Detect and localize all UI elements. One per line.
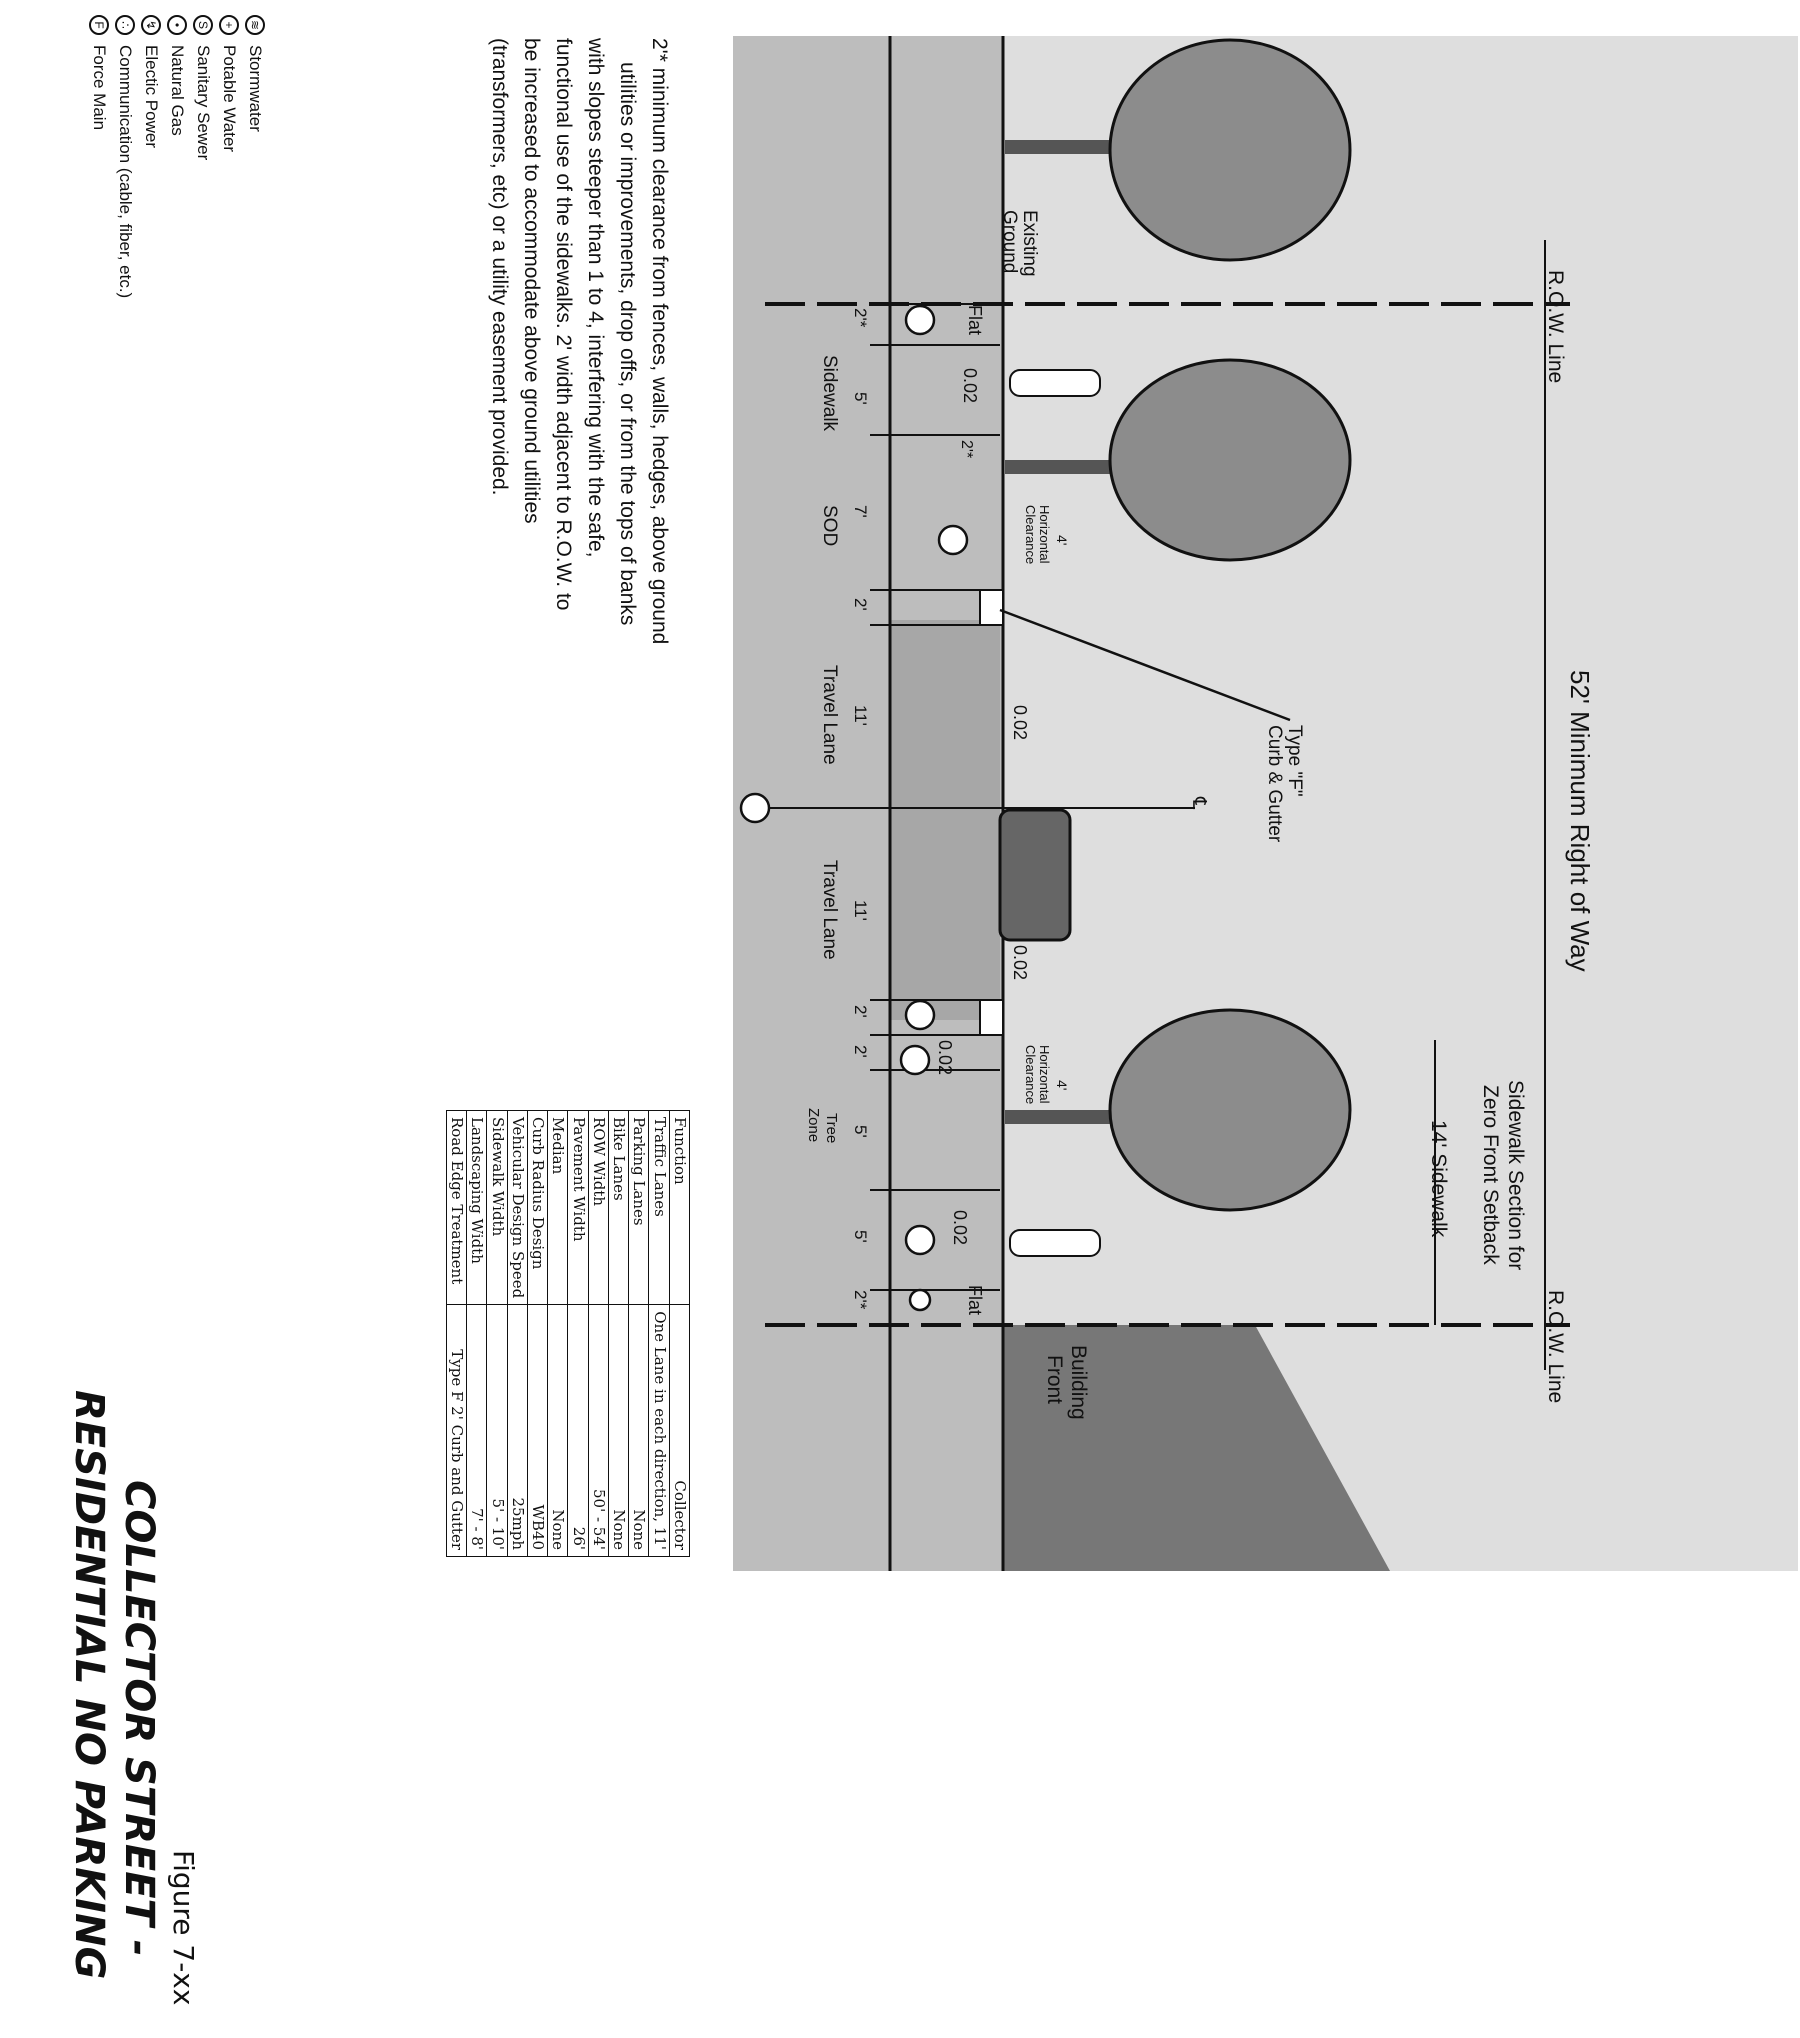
- flat-right-label: Flat: [965, 1285, 985, 1316]
- spec-table-row: [507, 1111, 527, 1557]
- spec-value: None: [609, 1305, 629, 1557]
- spec-table-row: [487, 1111, 507, 1557]
- legend-label: Natural Gas: [168, 45, 187, 136]
- electric-power-icon: [906, 1226, 934, 1254]
- label-sod: SOD: [819, 505, 840, 547]
- car: [1000, 810, 1070, 940]
- legend-item: [193, 15, 213, 298]
- force-main-icon: [901, 1046, 929, 1074]
- spec-label: Road Edge Treatment: [447, 1111, 467, 1305]
- spec-table-row: [568, 1111, 588, 1557]
- dim-2-curb-left: 2': [851, 598, 870, 611]
- slope-label-tree-zone: 0.02: [935, 1040, 955, 1076]
- spec-label: Bike Lanes: [609, 1111, 629, 1305]
- figure-title-line1: COLLECTOR STREET -: [116, 1480, 162, 1957]
- spec-value: 5' - 10': [487, 1305, 507, 1557]
- legend-symbol-icon: S: [193, 15, 213, 35]
- curb-right: [980, 1000, 1003, 1035]
- label-travel-lane-left: Travel Lane: [819, 665, 840, 765]
- existing-ground-label-2: Ground: [999, 210, 1020, 274]
- spec-table-row: [629, 1111, 649, 1557]
- legend-item: [141, 15, 161, 298]
- min-row-label: 52' Minimum Right of Way: [1565, 670, 1595, 972]
- sidewalk-section-label-1: Sidewalk Section for: [1504, 1080, 1527, 1271]
- spec-table-row: [649, 1111, 669, 1557]
- sidewalk-section-label-2: Zero Front Setback: [1479, 1085, 1502, 1265]
- two-star-label-inner: 2'*: [958, 440, 975, 459]
- horizontal-clearance-label-left-1: Horizontal: [1037, 505, 1052, 564]
- pedestrian-right: [1010, 1230, 1100, 1256]
- label-zone: Zone: [805, 1108, 822, 1143]
- sidewalk-14-label: 14' Sidewalk: [1427, 1120, 1450, 1238]
- dim-tree-zone: 5': [851, 1125, 870, 1138]
- spec-table-row: [669, 1111, 689, 1557]
- utility-legend: [89, 15, 265, 298]
- horizontal-clearance-label-right-1: Horizontal: [1037, 1045, 1052, 1104]
- slope-label-lane-left: 0.02: [1010, 705, 1030, 741]
- curb-left: [980, 590, 1003, 625]
- spec-value: Collector: [669, 1305, 689, 1557]
- spec-label: Parking Lanes: [629, 1111, 649, 1305]
- figure-title-line2: RESIDENTIAL NO PARKING: [66, 1390, 112, 1980]
- legend-label: Sanitary Sewer: [194, 45, 213, 161]
- note-line: with slopes steeper than 1 to 4, interfering with the safe,: [584, 38, 607, 558]
- spec-table: [446, 1110, 690, 1557]
- spec-value: WB40: [528, 1305, 548, 1557]
- legend-symbol-icon: +: [219, 15, 239, 35]
- legend-symbol-icon: •: [167, 15, 187, 35]
- spec-table-row: [548, 1111, 568, 1557]
- spec-table-row: [447, 1111, 467, 1557]
- note-line: (transformers, etc) or a utility easement provided.: [488, 38, 511, 496]
- spec-value: None: [629, 1305, 649, 1557]
- spec-table-row: [588, 1111, 608, 1557]
- sanitary-sewer-icon: [741, 794, 769, 822]
- centerline-label: ℄: [1188, 797, 1209, 810]
- natural-gas-icon: [939, 526, 967, 554]
- spec-label: Function: [669, 1111, 689, 1305]
- dim-2star-left: 2'*: [851, 308, 870, 328]
- flat-left-label: Flat: [965, 305, 985, 336]
- note-line: utilities or improvements, drop offs, or from the tops of banks: [616, 62, 639, 626]
- dim-2-clear: 2': [851, 1045, 870, 1058]
- figure-number: Figure 7-xx: [167, 1850, 200, 2006]
- slope-label-sidewalk-left: 0.02: [960, 368, 980, 404]
- legend-item: [167, 15, 187, 298]
- note-line: functional use of the sidewalks. 2' width adjacent to R.O.W. to: [552, 38, 575, 611]
- spec-table-row: [467, 1111, 487, 1557]
- spec-label: Pavement Width: [568, 1111, 588, 1305]
- spec-value: Type F 2' Curb and Gutter: [447, 1305, 467, 1557]
- legend-label: Communication (cable, fiber, etc.): [116, 45, 135, 299]
- spec-label: Sidewalk Width: [487, 1111, 507, 1305]
- legend-label: Potable Water: [220, 45, 239, 153]
- label-sidewalk: Sidewalk: [819, 355, 840, 432]
- row-line-left-label: R.O.W. Line: [1544, 270, 1567, 384]
- clearance-note: [483, 38, 675, 644]
- spec-value: 50' - 54': [588, 1305, 608, 1557]
- horizontal-clearance-dim-right: 4': [1054, 1080, 1070, 1091]
- slope-label-lane-right: 0.02: [1010, 945, 1030, 981]
- dim-sod: 7': [851, 505, 870, 518]
- spec-label: Landscaping Width: [467, 1111, 487, 1305]
- note-line: be increased to accommodate above ground utilities: [520, 38, 543, 524]
- spec-label: Curb Radius Design: [528, 1111, 548, 1305]
- pedestrian-left: [1010, 370, 1100, 396]
- communication-icon: [910, 1290, 930, 1310]
- dim-sidewalk-left: 5': [851, 392, 870, 405]
- pavement: [890, 620, 1000, 1020]
- spec-label: ROW Width: [588, 1111, 608, 1305]
- spec-label: Vehicular Design Speed: [507, 1111, 527, 1305]
- spec-label: Median: [548, 1111, 568, 1305]
- spec-value: None: [548, 1305, 568, 1557]
- legend-item: [245, 15, 265, 298]
- legend-symbol-icon: F: [89, 15, 109, 35]
- horizontal-clearance-dim-left: 4': [1054, 535, 1070, 546]
- spec-value: One Lane in each direction, 11': [649, 1305, 669, 1557]
- legend-label: Electic Power: [142, 45, 161, 148]
- spec-table-wrapper: [446, 1110, 690, 1557]
- stormwater-icon: [906, 1001, 934, 1029]
- dim-2-curb-right: 2': [851, 1005, 870, 1018]
- spec-value: 7' - 8': [467, 1305, 487, 1557]
- curb-label-2: Curb & Gutter: [1264, 725, 1285, 843]
- legend-label: Force Main: [90, 45, 109, 131]
- building-front-label-1: Building: [1067, 1345, 1090, 1420]
- building-front-label-2: Front: [1043, 1355, 1066, 1405]
- spec-value: 25mph: [507, 1305, 527, 1557]
- spec-table-row: [528, 1111, 548, 1557]
- legend-item: [115, 15, 135, 298]
- label-tree: Tree: [823, 1113, 840, 1144]
- spec-value: 26': [568, 1305, 588, 1557]
- existing-ground-label-1: Existing: [1019, 210, 1040, 277]
- spec-table-row: [609, 1111, 629, 1557]
- horizontal-clearance-label-right-2: Clearance: [1023, 1045, 1038, 1105]
- legend-item: [219, 15, 239, 298]
- dim-travel-lane-left: 11': [851, 705, 870, 726]
- label-travel-lane-right: Travel Lane: [819, 860, 840, 960]
- legend-item: [89, 15, 109, 298]
- legend-symbol-icon: ∴: [115, 15, 135, 35]
- legend-label: Stormwater: [246, 45, 265, 132]
- dim-sidewalk-right: 5': [851, 1230, 870, 1243]
- slope-label-sidewalk-right: 0.02: [950, 1210, 970, 1246]
- horizontal-clearance-label-left-2: Clearance: [1023, 505, 1038, 565]
- spec-label: Traffic Lanes: [649, 1111, 669, 1305]
- legend-symbol-icon: ≋: [245, 15, 265, 35]
- legend-symbol-icon: ↯: [141, 15, 161, 35]
- note-line: 2'* minimum clearance from fences, walls, hedges, above ground: [648, 38, 671, 645]
- dim-2star-right: 2'*: [851, 1290, 870, 1310]
- potable-water-icon: [906, 306, 934, 334]
- curb-label-1: Type "F": [1284, 725, 1305, 797]
- row-line-right-label: R.O.W. Line: [1544, 1290, 1567, 1404]
- dim-travel-lane-right: 11': [851, 900, 870, 921]
